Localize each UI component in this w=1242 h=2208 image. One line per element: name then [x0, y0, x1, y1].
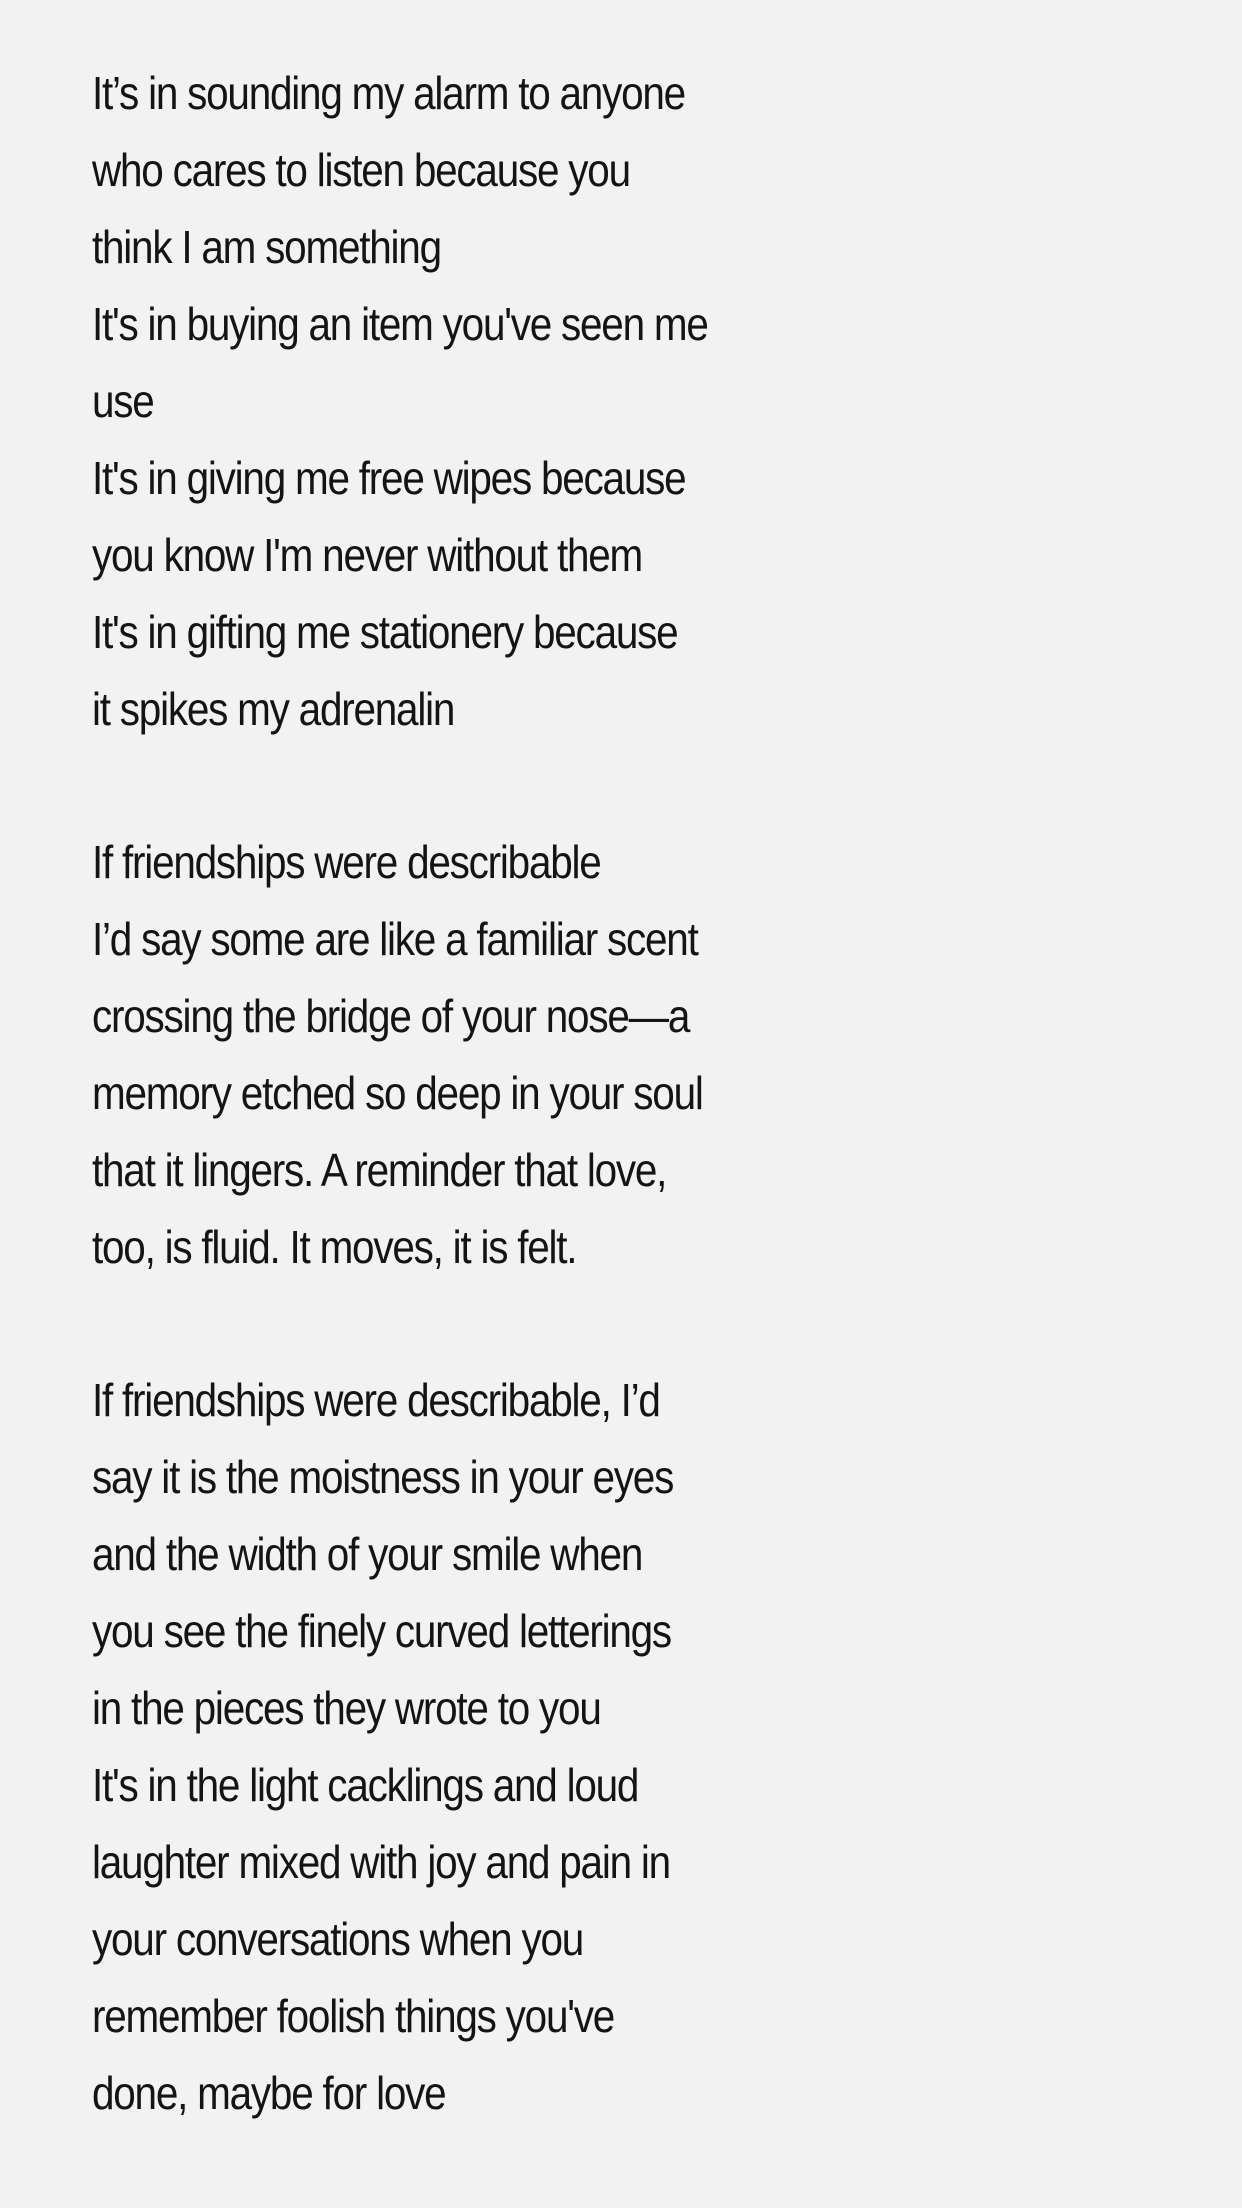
text-line: done, maybe for love [92, 2067, 446, 2119]
poem-text [92, 55, 852, 2208]
text-line: I’d say some are like a familiar scent [92, 913, 698, 965]
text-line: that it lingers. A reminder that love, [92, 1144, 667, 1196]
text-line: in the pieces they wrote to you [92, 1682, 601, 1734]
text-line: you know I'm never without them [92, 529, 643, 581]
text-line: laughter mixed with joy and pain in [92, 1836, 670, 1888]
text-line: It's in buying an item you've seen me [92, 298, 708, 350]
text-line: your conversations when you [92, 1913, 584, 1965]
text-line: It's in the light cacklings and loud [92, 1759, 639, 1811]
text-line: If friendships were describable [92, 836, 601, 888]
stanza-3 [92, 1362, 852, 2132]
text-line: It’s in sounding my alarm to anyone [92, 67, 685, 119]
text-line: you see the finely curved letterings [92, 1605, 671, 1657]
text-line: say it is the moistness in your eyes [92, 1451, 674, 1503]
text-line: use [92, 375, 154, 427]
text-line: It's in gifting me stationery because [92, 606, 678, 658]
text-line: memory etched so deep in your soul [92, 1067, 703, 1119]
text-line: too, is fluid. It moves, it is felt. [92, 1221, 577, 1273]
stanza-1 [92, 55, 852, 748]
text-line: If friendships were describable, I’d [92, 1374, 660, 1426]
text-line: think I am something [92, 221, 441, 273]
text-line: it spikes my adrenalin [92, 683, 455, 735]
text-line: crossing the bridge of your nose—a [92, 990, 690, 1042]
stanza-2 [92, 824, 852, 1286]
text-line: It's in giving me free wipes because [92, 452, 686, 504]
text-line: and the width of your smile when [92, 1528, 643, 1580]
text-line: remember foolish things you've [92, 1990, 615, 2042]
text-line: who cares to listen because you [92, 144, 630, 196]
